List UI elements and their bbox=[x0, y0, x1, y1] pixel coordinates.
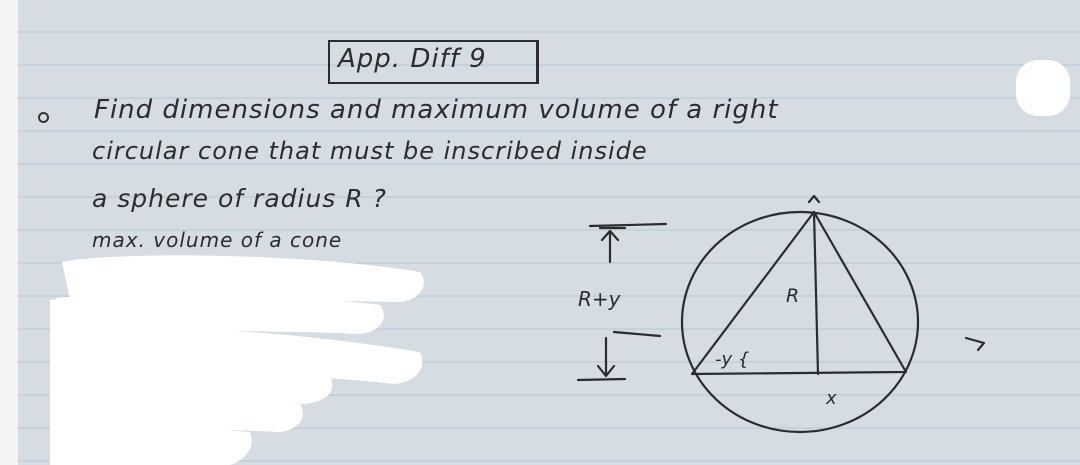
radius-label: R bbox=[786, 285, 800, 307]
edge-arrow bbox=[966, 338, 984, 350]
question-line-3: a sphere of radius R ? bbox=[92, 184, 387, 213]
question-line-1: Find dimensions and maximum volume of a right bbox=[94, 95, 779, 125]
cone-axis-line bbox=[814, 212, 818, 374]
question-line-2: circular cone that must be inscribed inside bbox=[92, 137, 648, 165]
note-text: max. volume of a cone bbox=[92, 228, 343, 252]
height-top-tick bbox=[590, 224, 666, 226]
base-label: x bbox=[826, 388, 837, 409]
arrow-left-icon bbox=[614, 332, 660, 336]
page-edge-shape bbox=[1016, 60, 1070, 116]
apex-marker bbox=[809, 196, 819, 202]
arrow-up-icon bbox=[602, 231, 618, 262]
height-bottom-tick bbox=[578, 379, 625, 380]
arrow-down-icon bbox=[598, 338, 614, 376]
page-title: App. Diff 9 bbox=[338, 44, 487, 74]
sphere-circle bbox=[682, 212, 918, 432]
offset-label: -y { bbox=[715, 349, 750, 370]
height-label: R+y bbox=[578, 287, 621, 311]
